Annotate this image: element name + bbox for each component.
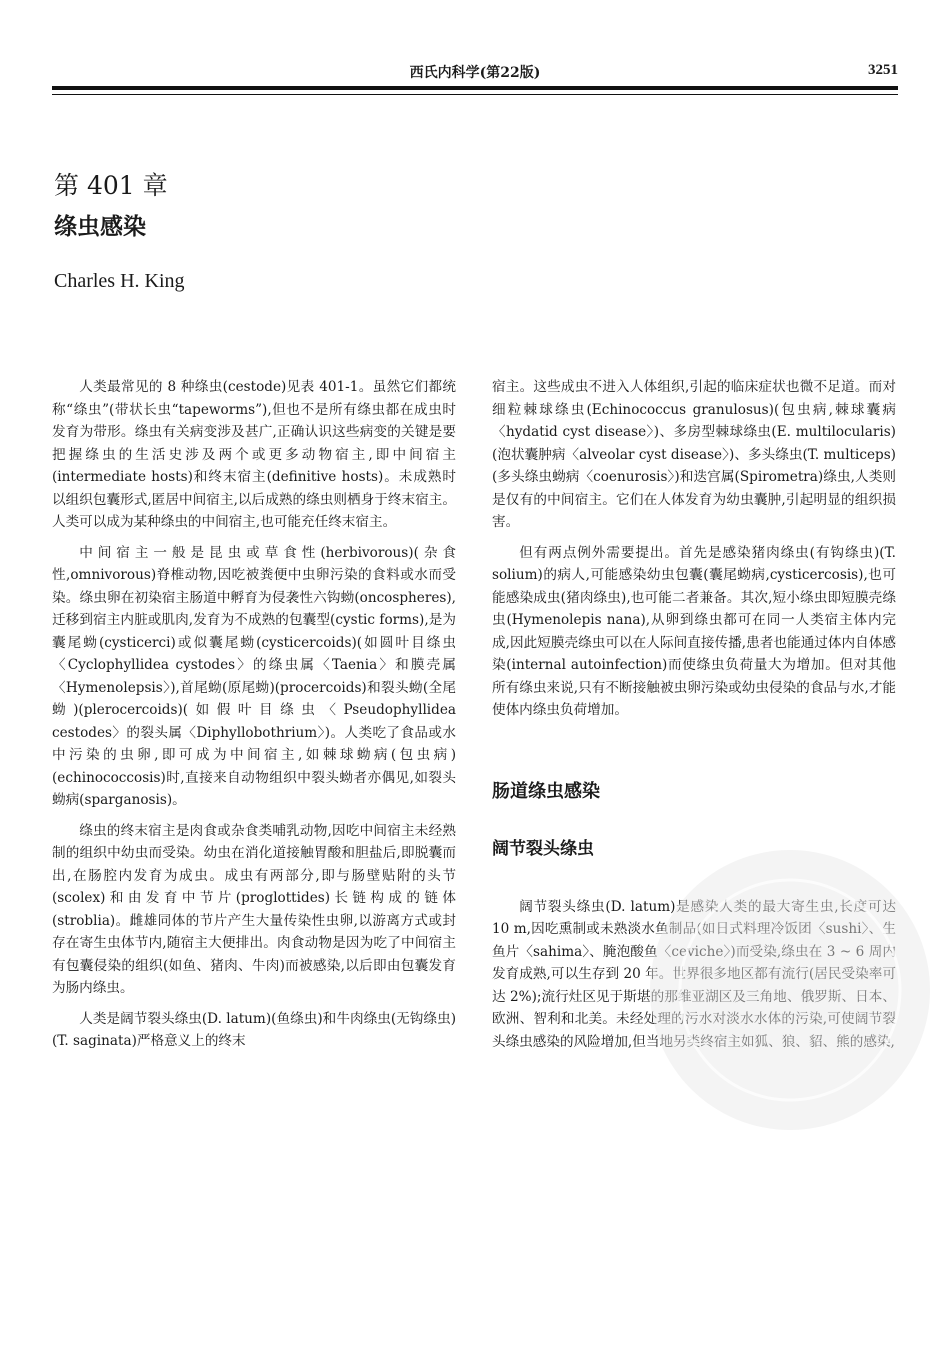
header-rule-thin [52,94,898,95]
section-heading: 肠道绦虫感染 [492,780,600,802]
paragraph: 中间宿主一般是昆虫或草食性(herbivorous)(杂食性,omnivorous)脊椎动物,因吃被粪便中虫卵污染的食料或水而受染。绦虫卵在初染宿主肠道中孵育为侵袭性六钩蚴(oncospheres),迁移到宿主内脏或肌肉,发育为不成熟的包囊型(cystic forms),是为囊尾蚴(cysticerci)或似囊尾蚴(cysticercoids)(如圆叶目绦虫〈Cyclophyllidea cystodes〉的绦虫属〈Taenia〉和膜壳属〈Hymenolepsis〉),首尾蚴(原尾蚴)(procercoids)和裂头蚴(全尾蚴)(plerocercoids)(如假叶目绦虫〈Pseudophyllidea cestodes〉的裂头属〈Diphyllobothrium〉)。人类吃了食品或水中污染的虫卵,即可成为中间宿主,如棘球蚴病(包虫病)(echinococcosis)时,直接来自动物组织中裂头蚴者亦偶见,如裂头蚴病(sparganosis)。 [52,544,456,808]
subsection-heading: 阔节裂头绦虫 [492,838,594,859]
running-title: 西氏内科学(第22版) [409,65,541,81]
chapter-title: 绦虫感染 [54,213,146,240]
left-column [52,376,456,1053]
paragraph: 但有两点例外需要提出。首先是感染猪肉绦虫(有钩绦虫)(T. solium)的病人,可能感染幼虫包囊(囊尾蚴病,cysticercosis),也可能感染成虫(猪肉绦虫),也可能二者兼备。其次,短小绦虫即短膜壳绦虫(Hymenolepis nana),从卵到绦虫都可在同一人类宿主体内完成,因此短膜壳绦虫可以在人际间直接传播,患者也能通过体内自体感染(internal autoinfection)而使绦虫负荷量大为增加。但对其他所有绦虫来说,只有不断接触被虫卵污染或幼虫侵染的食品与水,才能使体内绦虫负荷增加。 [492,544,896,718]
page-header [52,60,898,82]
paragraph: 阔节裂头绦虫(D. latum)是感染人类的最大寄生虫,长度可达 10 m,因吃熏制或未熟淡水鱼制品(如日式料理冷饭团〈sushi〉、生鱼片〈sahima〉、腌泡酸鱼〈ceviche〉)而受染,绦虫在 3 ~ 6 周内发育成熟,可以生存到 20 年。世界很多地区都有流行(居民受染率可达 2%);流行灶区见于斯堪的那维亚湖区及三角地、俄罗斯、日本、欧洲、智利和北美。未经处理的污水对淡水水体的污染,可使阔节裂头绦虫感染的风险增加,但当地另类终宿主如狐、狼、貂、熊的感染, [492,898,896,1050]
chapter-author: Charles H. King [54,270,185,292]
page-number: 3251 [868,62,898,78]
header-rule-thick [52,86,898,90]
paragraph: 人类最常见的 8 种绦虫(cestode)见表 401-1。虽然它们都统称“绦虫”(带状长虫“tapeworms”),但也不是所有绦虫都在成虫时发育为带形。绦虫有关病变涉及甚广,正确认识这些病变的关键是要把握绦虫的生活史涉及两个或更多动物宿主,即中间宿主(intermediate hosts)和终末宿主(definitive hosts)。未成熟时以组织包囊形式,匿居中间宿主,以后成熟的绦虫则栖身于终末宿主。人类可以成为某种绦虫的中间宿主,也可能充任终末宿主。 [52,379,456,530]
paragraph: 人类是阔节裂头绦虫(D. latum)(鱼绦虫)和牛肉绦虫(无钩绦虫)(T. saginata)严格意义上的终末 [52,1010,456,1049]
right-column [492,376,896,1053]
paragraph: 绦虫的终末宿主是肉食或杂食类哺乳动物,因吃中间宿主未经熟制的组织中幼虫而受染。幼虫在消化道接触胃酸和胆盐后,即脱囊而出,在肠腔内发育为成虫。成虫有两部分,即与肠壁贴附的头节(scolex)和由发育中节片(proglottides)长链构成的链体(stroblia)。雌雄同体的节片产生大量传染性虫卵,以游离方式或封存在寄生虫体节内,随宿主大便排出。肉食动物是因为吃了中间宿主有包囊侵染的组织(如鱼、猪肉、牛肉)而被感染,以后即由包囊发育为肠内绦虫。 [52,822,456,996]
paragraph-continued: 宿主。这些成虫不进入人体组织,引起的临床症状也微不足道。而对细粒棘球绦虫(Echinococcus granulosus)(包虫病,棘球囊病〈hydatid cyst disease〉)、多房型棘球绦虫(E. multilocularis)(泡状囊肿病〈alveolar cyst disease〉)、多头绦虫(T. multiceps)(多头绦虫蚴病〈coenurosis〉)和迭宫属(Spirometra)绦虫,人类则是仅有的中间宿主。它们在人体发育为幼虫囊肿,引起明显的组织损害。 [492,379,896,530]
chapter-number: 第 401 章 [54,171,168,200]
